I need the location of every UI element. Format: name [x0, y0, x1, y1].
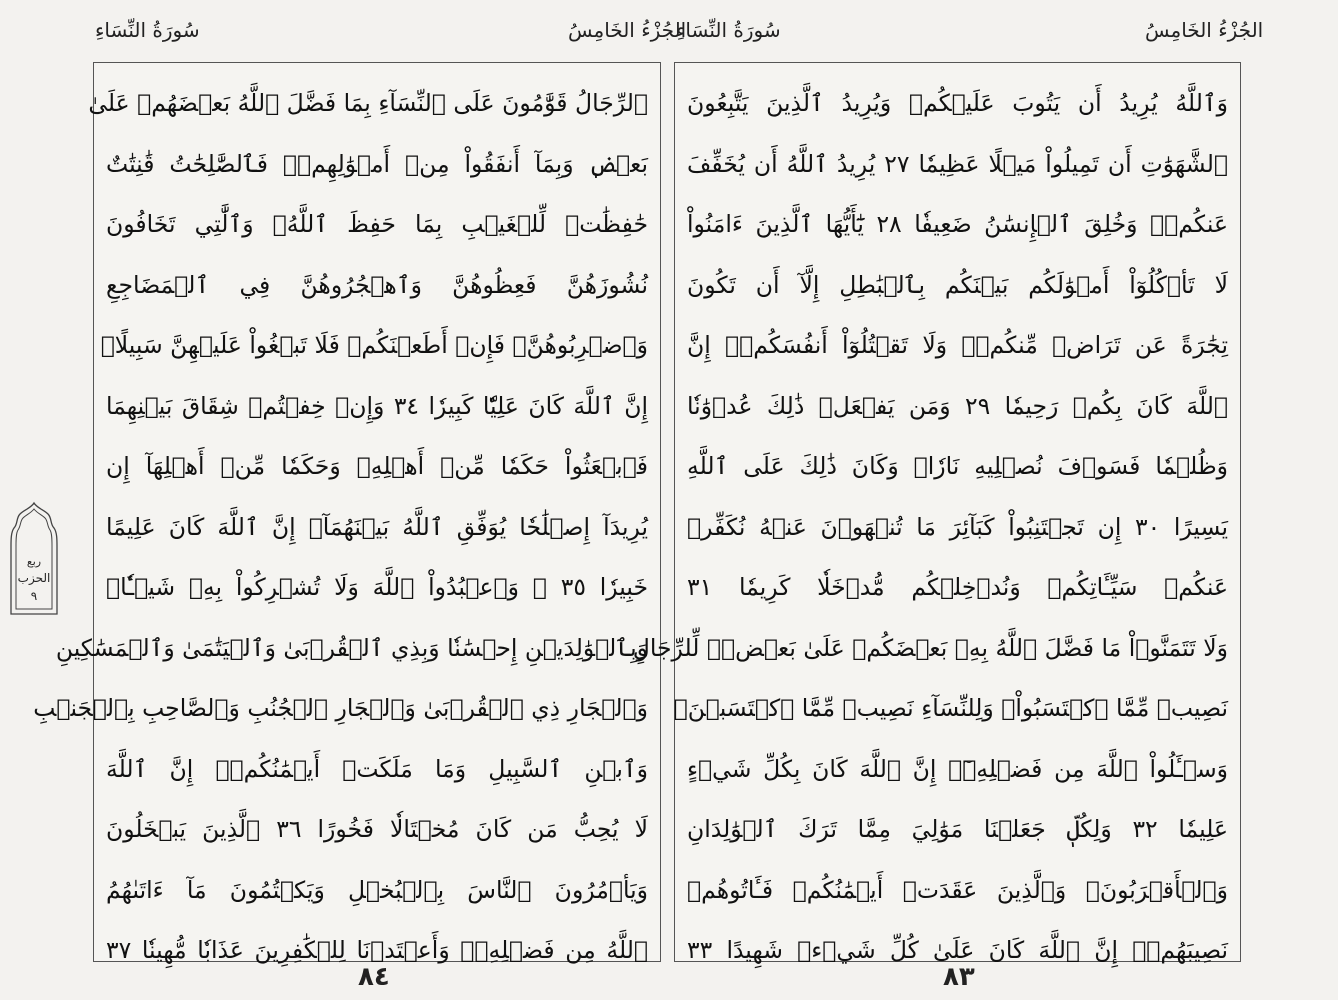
text-line: فَٱبۡعَثُواْ حَكَمٗا مِّنۡ أَهۡلِهِۦ وَحَكَمٗا مِّنۡ أَهۡلِهَآ إِن [106, 452, 648, 480]
text-line: وَٱضۡرِبُوهُنَّۖ فَإِنۡ أَطَعۡنَكُمۡ فَلَا تَبۡغُواْ عَلَيۡهِنَّ سَبِيلًاۗ [100, 331, 648, 359]
left-page-surah-header: سُورَةُ النِّسَاءِ [95, 18, 200, 42]
left-page-number: ٨٤ [358, 962, 390, 992]
text-line: عَنكُمۡۚ وَخُلِقَ ٱلۡإِنسَٰنُ ضَعِيفٗا ٢٨ يَٰٓأَيُّهَا ٱلَّذِينَ ءَامَنُواْ [687, 210, 1228, 238]
text-line: نَصِيبَهُمۡۚ إِنَّ ٱللَّهَ كَانَ عَلَىٰ كُلِّ شَيۡءٖ شَهِيدًا ٣٣ [687, 936, 1228, 964]
text-line: ٱلرِّجَالُ قَوَّٰمُونَ عَلَى ٱلنِّسَآءِ بِمَا فَضَّلَ ٱللَّهُ بَعۡضَهُمۡ عَلَىٰ [88, 89, 648, 117]
text-line: عَلِيمٗا ٣٢ وَلِكُلّٖ جَعَلۡنَا مَوَٰلِيَ مِمَّا تَرَكَ ٱلۡوَٰلِدَانِ [687, 815, 1228, 843]
text-line: حَٰفِظَٰتٞ لِّلۡغَيۡبِ بِمَا حَفِظَ ٱللَّهُۚ وَٱلَّٰتِي تَخَافُونَ [106, 210, 648, 238]
text-line: لَا يُحِبُّ مَن كَانَ مُخۡتَالٗا فَخُورًا ٣٦ ٱلَّذِينَ يَبۡخَلُونَ [106, 815, 648, 843]
text-line: وَٱلۡأَقۡرَبُونَۚ وَٱلَّذِينَ عَقَدَتۡ أَيۡمَٰنُكُمۡ فَـَٔاتُوهُمۡ [687, 875, 1228, 904]
text-line: خَبِيرٗا ٣٥ ۞ وَٱعۡبُدُواْ ٱللَّهَ وَلَا تُشۡرِكُواْ بِهِۦ شَيۡـٔٗاۖ [106, 573, 648, 601]
text-line: إِنَّ ٱللَّهَ كَانَ عَلِيّٗا كَبِيرٗا ٣٤ وَإِنۡ خِفۡتُمۡ شِقَاقَ بَيۡنِهِمَا [106, 391, 648, 420]
text-line: وَٱلۡجَارِ ذِي ٱلۡقُرۡبَىٰ وَٱلۡجَارِ ٱلۡجُنُبِ وَٱلصَّاحِبِ بِٱلۡجَنۢبِ [33, 694, 648, 722]
right-page-number: ٨٣ [943, 962, 975, 992]
text-line: عَنكُمۡ سَيِّـَٔاتِكُمۡ وَنُدۡخِلۡكُم مُّدۡخَلٗا كَرِيمٗا ٣١ [687, 573, 1228, 601]
text-line: يَسِيرًا ٣٠ إِن تَجۡتَنِبُواْ كَبَآئِرَ مَا تُنۡهَوۡنَ عَنۡهُ نُكَفِّرۡ [687, 512, 1229, 541]
text-line: ٱلشَّهَوَٰتِ أَن تَمِيلُواْ مَيۡلًا عَظِيمٗا ٢٧ يُرِيدُ ٱللَّهُ أَن يُخَفِّفَ [687, 149, 1228, 178]
right-page-surah-header: سُورَةُ النِّسَاءِ [676, 18, 781, 42]
text-line: نُشُوزَهُنَّ فَعِظُوهُنَّ وَٱهۡجُرُوهُنَّ فِي ٱلۡمَضَاجِعِ [106, 270, 648, 299]
text-line: بَعۡضٖ وَبِمَآ أَنفَقُواْ مِنۡ أَمۡوَٰلِهِمۡۚ فَٱلصَّٰلِحَٰتُ قَٰنِتَٰتٌ [106, 149, 648, 178]
hizb-marker-number: ٩ [30, 589, 38, 603]
text-line: وَسۡـَٔلُواْ ٱللَّهَ مِن فَضۡلِهِۦٓۚ إِنَّ ٱللَّهَ كَانَ بِكُلِّ شَيۡءٍ [687, 754, 1228, 783]
text-line: وَيَأۡمُرُونَ ٱلنَّاسَ بِٱلۡبُخۡلِ وَيَكۡتُمُونَ مَآ ءَاتَىٰهُمُ [106, 875, 648, 904]
text-line: وَٱللَّهُ يُرِيدُ أَن يَتُوبَ عَلَيۡكُمۡ وَيُرِيدُ ٱلَّذِينَ يَتَّبِعُونَ [687, 89, 1228, 117]
text-line: وَلَا تَتَمَنَّوۡاْ مَا فَضَّلَ ٱللَّهُ بِهِۦ بَعۡضَكُمۡ عَلَىٰ بَعۡضٖۚ لِّلرِّجَالِ [632, 633, 1228, 662]
text-line: لَا تَأۡكُلُوٓاْ أَمۡوَٰلَكُم بَيۡنَكُم بِٱلۡبَٰطِلِ إِلَّآ أَن تَكُونَ [687, 270, 1228, 299]
right-page-text-frame [632, 62, 1241, 964]
hizb-quarter-marker [8, 500, 60, 618]
text-line: وَٱبۡنِ ٱلسَّبِيلِ وَمَا مَلَكَتۡ أَيۡمَٰنُكُمۡۗ إِنَّ ٱللَّهَ [106, 754, 648, 783]
text-line: تِجَٰرَةً عَن تَرَاضٖ مِّنكُمۡۚ وَلَا تَقۡتُلُوٓاْ أَنفُسَكُمۡۚ إِنَّ [687, 331, 1228, 359]
hizb-marker-label-mid: الحزب [17, 571, 51, 585]
text-line: نَصِيبٞ مِّمَّا ٱكۡتَسَبُواْۖ وَلِلنِّسَآءِ نَصِيبٞ مِّمَّا ٱكۡتَسَبۡنَۚ [673, 694, 1228, 722]
text-line: ٱللَّهُ مِن فَضۡلِهِۦۗ وَأَعۡتَدۡنَا لِلۡكَٰفِرِينَ عَذَابٗا مُّهِينٗا ٣٧ [106, 936, 648, 964]
right-page-juz-header: الجُزْءُ الخَامِسُ [1145, 18, 1264, 42]
text-line: ٱللَّهَ كَانَ بِكُمۡ رَحِيمٗا ٢٩ وَمَن يَفۡعَلۡ ذَٰلِكَ عُدۡوَٰنٗا [687, 391, 1228, 420]
hizb-marker-label-top: ربع [26, 555, 42, 568]
right-page-lines [632, 73, 1229, 964]
text-line: يُرِيدَآ إِصۡلَٰحٗا يُوَفِّقِ ٱللَّهُ بَيۡنَهُمَآۗ إِنَّ ٱللَّهَ كَانَ عَلِيمًا [106, 512, 648, 541]
text-line: وَبِٱلۡوَٰلِدَيۡنِ إِحۡسَٰنٗا وَبِذِي ٱلۡقُرۡبَىٰ وَٱلۡيَتَٰمَىٰ وَٱلۡمَسَٰكِينِ [55, 633, 648, 662]
left-page-juz-header: الجُزْءُ الخَامِسُ [568, 18, 687, 42]
text-line: وَظُلۡمٗا فَسَوۡفَ نُصۡلِيهِ نَارٗاۚ وَكَانَ ذَٰلِكَ عَلَى ٱللَّهِ [687, 452, 1228, 480]
